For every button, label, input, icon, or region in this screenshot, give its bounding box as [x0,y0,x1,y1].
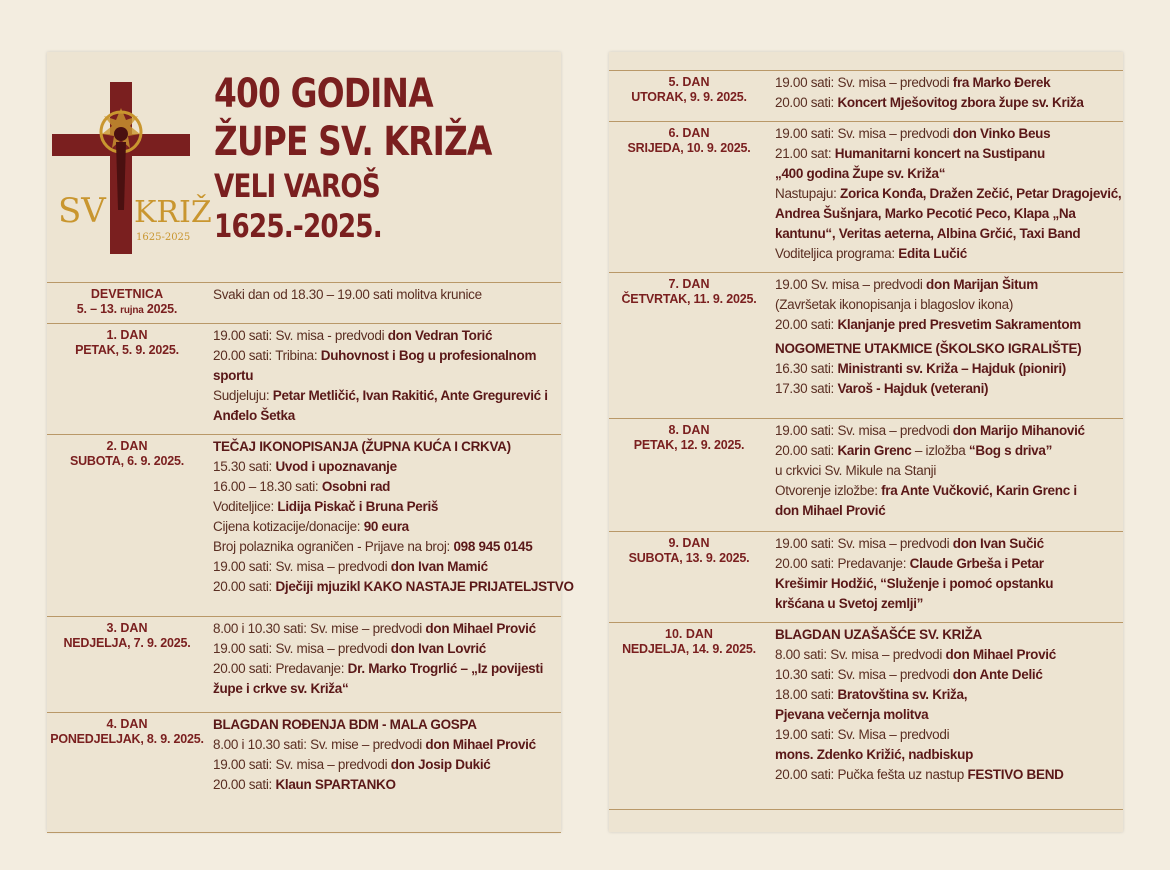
event-line: Krešimir Hodžić, “Služenje i pomoć opstanku [775,576,1054,591]
event-lines [775,626,1119,783]
event-lines [775,422,1119,519]
day-row [47,282,561,324]
event-lines [775,74,1119,111]
event-line: sportu [213,368,254,383]
day-row [609,121,1123,273]
event-line: 19.00 Sv. misa – predvodi don Marijan Šitum [775,277,1038,292]
day-date: SUBOTA, 6. 9. 2025. [69,454,185,468]
left-page [47,52,574,832]
logo-sv: SV [58,191,106,231]
event-line: Andrea Šušnjara, Marko Pecotić Peco, Klapa „Na [775,206,1076,221]
event-line: NOGOMETNE UTAKMICE (ŠKOLSKO IGRALIŠTE) [775,341,1082,356]
event-line: BLAGDAN ROĐENJA BDM - MALA GOSPA [213,717,477,732]
day-name: 3. DAN [106,621,148,635]
title-line-1: 400 GODINA [214,71,433,117]
event-line: 19.00 sati: Sv. misa – predvodi fra Marko Đerek [775,75,1051,90]
bottom-rule [47,832,561,833]
event-lines [775,276,1119,397]
event-line: kršćana u Svetoj zemlji” [775,596,924,611]
day-date: 5. – 13. rujna 2025. [76,302,178,316]
day-row [47,434,574,617]
day-label [47,617,207,651]
day-date: NEDJELJA, 7. 9. 2025. [63,636,191,650]
day-name: 1. DAN [106,328,148,342]
day-label [609,532,769,566]
day-row [609,418,1123,532]
day-label [47,713,207,747]
event-line: 20.00 sati: Predavanje: Dr. Marko Trogrlić – „Iz povijesti [213,661,544,676]
day-name: DEVETNICA [90,287,164,301]
day-label [609,623,769,657]
day-name: 2. DAN [106,439,148,453]
event-line: 19.00 sati: Sv. misa – predvodi don Vinko Beus [775,126,1051,141]
event-lines [213,620,557,697]
day-label [609,419,769,453]
event-line: 18.00 sati: Bratovština sv. Križa, [775,687,968,702]
event-line: 21.00 sat: Humanitarni koncert na Sustipanu [775,146,1045,161]
event-line: 15.30 sati: Uvod i upoznavanje [213,459,397,474]
event-line: Voditeljice: Lidija Piskač i Bruna Periš [213,499,439,514]
day-label [609,273,769,307]
event-line: 20.00 sati: Pučka fešta uz nastup FESTIVO BEND [775,767,1064,782]
page-title [214,71,552,245]
event-lines [775,535,1119,612]
event-line: 16.30 sati: Ministranti sv. Križa – Hajduk (pioniri) [775,361,1066,376]
right-page [609,52,1123,832]
event-line: 8.00 i 10.30 sati: Sv. mise – predvodi don Mihael Prović [213,737,536,752]
event-line: 20.00 sati: Tribina: Duhovnost i Bog u profesionalnom [213,348,537,363]
logo-kriz: KRIŽ [134,195,212,230]
event-line: kantunu“, Veritas aeterna, Albina Grčić, Taxi Band [775,226,1081,241]
day-row [609,272,1123,419]
event-lines [213,716,557,793]
day-row [609,622,1123,810]
event-line: „400 godina Župe sv. Križa“ [775,166,946,181]
event-line: 19.00 sati: Sv. Misa – predvodi [775,727,950,742]
day-name: 10. DAN [665,627,713,641]
event-line: Otvorenje izložbe: fra Ante Vučković, Karin Grenc i [775,483,1077,498]
day-label [609,71,769,105]
event-lines [213,438,574,595]
day-label [609,122,769,156]
event-line: 20.00 sati: Predavanje: Claude Grbeša i Petar [775,556,1044,571]
day-date: NEDJELJA, 14. 9. 2025. [622,642,756,656]
event-line: mons. Zdenko Križić, nadbiskup [775,747,974,762]
day-date: PETAK, 12. 9. 2025. [633,438,745,452]
event-line: Anđelo Šetka [213,408,295,423]
day-name: 8. DAN [668,423,710,437]
bottom-rule [609,809,1123,810]
event-line: Voditeljica programa: Edita Lučić [775,246,967,261]
event-line: 20.00 sati: Klanjanje pred Presvetim Sakramentom [775,317,1082,332]
event-line: 8.00 sati: Sv. misa – predvodi don Mihael Prović [775,647,1056,662]
day-date: PONEDJELJAK, 8. 9. 2025. [50,732,204,746]
event-line: Cijena kotizacije/donacije: 90 eura [213,519,409,534]
day-row [609,531,1123,623]
title-line-2: ŽUPE SV. KRIŽA [214,119,492,165]
event-line: 8.00 i 10.30 sati: Sv. mise – predvodi don Mihael Prović [213,621,536,636]
day-name: 5. DAN [668,75,710,89]
day-date: PETAK, 5. 9. 2025. [75,343,179,357]
event-line: BLAGDAN UZAŠAŠĆE SV. KRIŽA [775,627,982,642]
event-line: 19.00 sati: Sv. misa - predvodi don Vedran Torić [213,328,493,343]
event-line: 20.00 sati: Koncert Mješovitog zbora župe sv. Križa [775,95,1084,110]
day-name: 6. DAN [668,126,710,140]
event-line: Broj polaznika ograničen - Prijave na broj: 098 945 0145 [213,539,533,554]
event-line: Pjevana večernja molitva [775,707,929,722]
day-row [47,712,561,833]
day-date: SRIJEDA, 10. 9. 2025. [627,141,751,155]
event-line: Nastupaju: Zorica Konđa, Dražen Zečić, Petar Dragojević, [775,186,1122,201]
event-line: 20.00 sati: Klaun SPARTANKO [213,777,396,792]
event-line: 20.00 sati: Karin Grenc – izložba “Bog s driva” [775,443,1053,458]
event-line: TEČAJ IKONOPISANJA (ŽUPNA KUĆA I CRKVA) [213,439,511,454]
cross-logo-icon [52,80,212,312]
event-line: Svaki dan od 18.30 – 19.00 sati molitva krunice [213,287,482,302]
day-label [47,435,207,469]
day-label [47,324,207,358]
day-date: SUBOTA, 13. 9. 2025. [628,551,750,565]
event-lines [213,327,557,424]
event-line: 19.00 sati: Sv. misa – predvodi don Marijo Mihanović [775,423,1085,438]
event-line: 19.00 sati: Sv. misa – predvodi don Ivan Sučić [775,536,1044,551]
event-line: 17.30 sati: Varoš - Hajduk (veterani) [775,381,989,396]
event-line: u crkvici Sv. Mikule na Stanji [775,463,937,478]
event-line: 19.00 sati: Sv. misa – predvodi don Ivan Lovrić [213,641,487,656]
day-name: 7. DAN [668,277,710,291]
day-row [609,70,1123,122]
header [47,52,561,284]
title-line-4: 1625.-2025. [214,207,382,245]
day-label [47,283,207,318]
event-line: Sudjeluju: Petar Metličić, Ivan Rakitić, Ante Gregurević i [213,388,548,403]
event-line: don Mihael Prović [775,503,886,518]
title-line-3: VELI VAROŠ [214,167,380,205]
day-row [47,616,561,713]
day-date: UTORAK, 9. 9. 2025. [631,90,747,104]
event-line: (Završetak ikonopisanja i blagoslov ikona) [775,297,1014,312]
day-name: 4. DAN [106,717,148,731]
event-line: 10.30 sati: Sv. misa – predvodi don Ante Delić [775,667,1043,682]
event-line: 16.00 – 18.30 sati: Osobni rad [213,479,391,494]
event-line: 20.00 sati: Dječiji mjuzikl KAKO NASTAJE PRIJATELJSTVO [213,579,574,594]
day-date: ČETVRTAK, 11. 9. 2025. [621,292,757,306]
event-line: župe i crkve sv. Križa“ [213,681,349,696]
day-name: 9. DAN [668,536,710,550]
event-lines [775,125,1122,262]
day-row [47,323,561,435]
event-line: 19.00 sati: Sv. misa – predvodi don Josip Dukić [213,757,491,772]
logo-years: 1625-2025 [136,232,191,243]
event-lines [213,286,557,303]
event-line: 19.00 sati: Sv. misa – predvodi don Ivan Mamić [213,559,488,574]
